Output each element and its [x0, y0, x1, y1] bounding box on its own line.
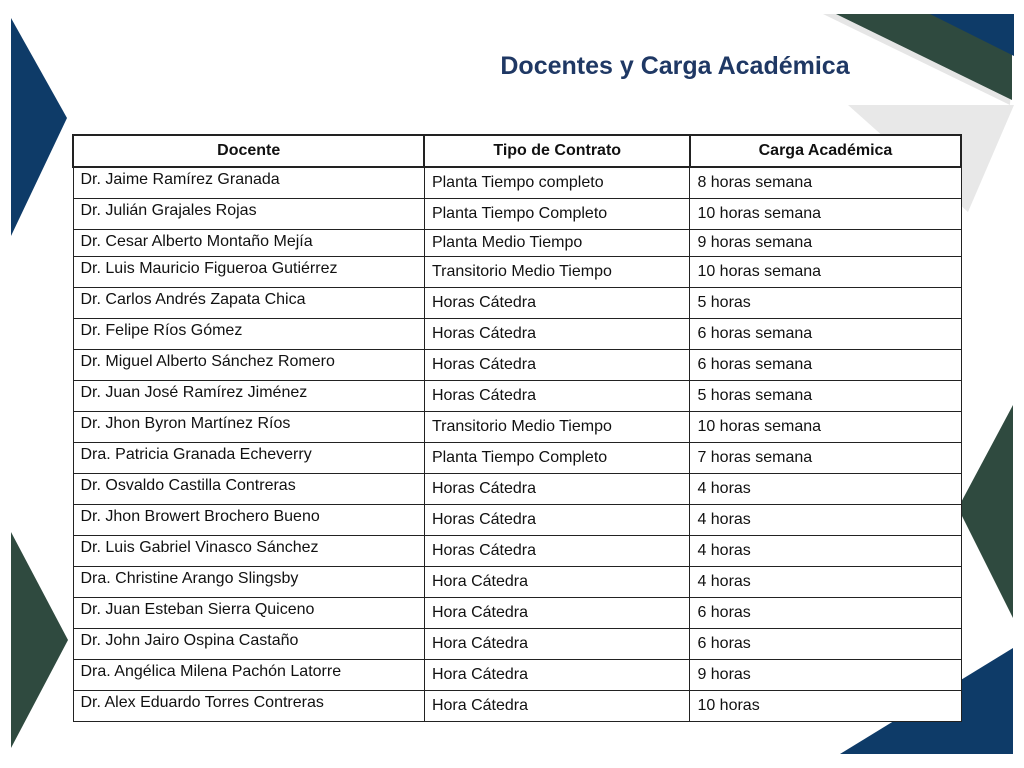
table-row: [73, 199, 961, 230]
cell-carga: 6 horas: [690, 598, 961, 629]
table-header-row: [73, 135, 961, 167]
page-title: Docentes y Carga Académica: [500, 52, 850, 80]
cell-contrato: Horas Cátedra: [424, 288, 689, 319]
cell-docente: Dr. Juan Esteban Sierra Quiceno: [73, 598, 424, 629]
cell-docente: Dra. Patricia Granada Echeverry: [73, 443, 424, 474]
header-tipo-contrato: Tipo de Contrato: [424, 135, 689, 167]
cell-contrato: Horas Cátedra: [424, 536, 689, 567]
cell-docente: Dra. Christine Arango Slingsby: [73, 567, 424, 598]
table-row: [73, 536, 961, 567]
cell-docente: Dr. Felipe Ríos Gómez: [73, 319, 424, 350]
table-row: [73, 350, 961, 381]
cell-contrato: Hora Cátedra: [424, 567, 689, 598]
header-carga-academica: Carga Académica: [690, 135, 961, 167]
table-row: [73, 319, 961, 350]
cell-contrato: Planta Tiempo completo: [424, 167, 689, 199]
cell-contrato: Hora Cátedra: [424, 598, 689, 629]
cell-carga: 4 horas: [690, 536, 961, 567]
cell-carga: 9 horas: [690, 660, 961, 691]
cell-docente: Dr. Jhon Browert Brochero Bueno: [73, 505, 424, 536]
table-row: [73, 691, 961, 722]
right-middle-green-triangle: [958, 405, 1013, 618]
table-row: [73, 257, 961, 288]
cell-contrato: Transitorio Medio Tiempo: [424, 257, 689, 288]
cell-carga: 5 horas: [690, 288, 961, 319]
cell-contrato: Planta Tiempo Completo: [424, 199, 689, 230]
cell-docente: Dr. Luis Mauricio Figueroa Gutiérrez: [73, 257, 424, 288]
cell-carga: 8 horas semana: [690, 167, 961, 199]
cell-carga: 6 horas semana: [690, 319, 961, 350]
cell-carga: 10 horas semana: [690, 257, 961, 288]
cell-contrato: Transitorio Medio Tiempo: [424, 412, 689, 443]
cell-contrato: Hora Cátedra: [424, 691, 689, 722]
table-row: [73, 474, 961, 505]
cell-carga: 4 horas: [690, 567, 961, 598]
cell-carga: 6 horas: [690, 629, 961, 660]
cell-carga: 7 horas semana: [690, 443, 961, 474]
cell-carga: 9 horas semana: [690, 230, 961, 257]
cell-docente: Dr. John Jairo Ospina Castaño: [73, 629, 424, 660]
cell-docente: Dr. Miguel Alberto Sánchez Romero: [73, 350, 424, 381]
cell-carga: 10 horas semana: [690, 412, 961, 443]
cell-contrato: Horas Cátedra: [424, 350, 689, 381]
table-row: [73, 288, 961, 319]
cell-carga: 10 horas semana: [690, 199, 961, 230]
cell-carga: 5 horas semana: [690, 381, 961, 412]
cell-contrato: Horas Cátedra: [424, 319, 689, 350]
faculty-table: [72, 134, 962, 722]
cell-docente: Dr. Carlos Andrés Zapata Chica: [73, 288, 424, 319]
cell-carga: 10 horas: [690, 691, 961, 722]
cell-docente: Dr. Juan José Ramírez Jiménez: [73, 381, 424, 412]
cell-contrato: Horas Cátedra: [424, 474, 689, 505]
cell-docente: Dr. Cesar Alberto Montaño Mejía: [73, 230, 424, 257]
table-row: [73, 660, 961, 691]
cell-contrato: Planta Medio Tiempo: [424, 230, 689, 257]
table-row: [73, 412, 961, 443]
table-row: [73, 381, 961, 412]
cell-carga: 4 horas: [690, 505, 961, 536]
cell-docente: Dr. Alex Eduardo Torres Contreras: [73, 691, 424, 722]
left-bottom-green-triangle: [11, 532, 68, 748]
table-row: [73, 629, 961, 660]
cell-docente: Dr. Jhon Byron Martínez Ríos: [73, 412, 424, 443]
table-row: [73, 230, 961, 257]
cell-docente: Dr. Jaime Ramírez Granada: [73, 167, 424, 199]
table-row: [73, 567, 961, 598]
cell-docente: Dr. Luis Gabriel Vinasco Sánchez: [73, 536, 424, 567]
table-row: [73, 505, 961, 536]
cell-docente: Dra. Angélica Milena Pachón Latorre: [73, 660, 424, 691]
cell-carga: 6 horas semana: [690, 350, 961, 381]
cell-contrato: Horas Cátedra: [424, 381, 689, 412]
cell-docente: Dr. Julián Grajales Rojas: [73, 199, 424, 230]
header-docente: Docente: [73, 135, 424, 167]
cell-contrato: Horas Cátedra: [424, 505, 689, 536]
left-top-navy-triangle: [11, 18, 67, 236]
cell-carga: 4 horas: [690, 474, 961, 505]
table-row: [73, 598, 961, 629]
table-row: [73, 167, 961, 199]
cell-contrato: Hora Cátedra: [424, 660, 689, 691]
cell-docente: Dr. Osvaldo Castilla Contreras: [73, 474, 424, 505]
cell-contrato: Planta Tiempo Completo: [424, 443, 689, 474]
table-row: [73, 443, 961, 474]
cell-contrato: Hora Cátedra: [424, 629, 689, 660]
